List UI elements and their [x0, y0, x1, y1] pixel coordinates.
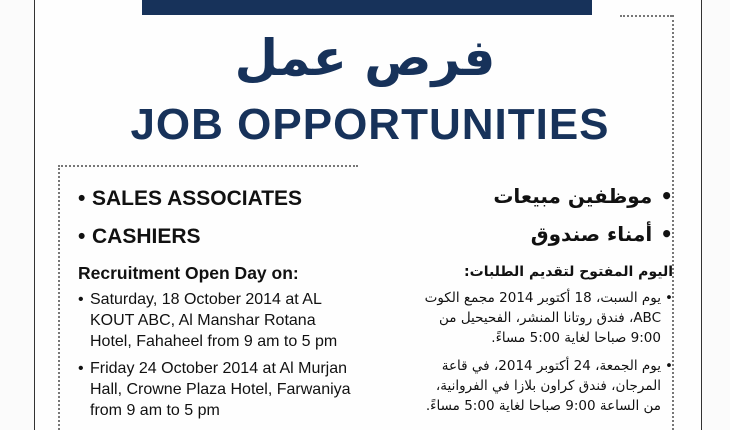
session-line: from 9 am to 5 pm	[90, 402, 220, 419]
open-day-heading-arabic: اليوم المفتوح لتقديم الطلبات:	[464, 264, 673, 280]
session-line: Saturday, 18 October 2014 at AL	[90, 291, 322, 308]
bullet-icon: •	[665, 290, 673, 306]
position-sales-associates	[78, 184, 378, 222]
bullet-icon: •	[78, 187, 86, 210]
session-line: KOUT ABC, Al Manshar Rotana	[90, 312, 316, 329]
session-line: ABC، فندق روتانا المنشر، الفحيحيل من	[439, 310, 661, 326]
title-english: JOB OPPORTUNITIES	[130, 100, 610, 149]
bullet-icon: •	[78, 225, 86, 248]
header-banner-bar	[142, 0, 592, 15]
session-line: يوم السبت، 18 أكتوبر 2014 مجمع الكوت	[424, 290, 661, 306]
session-line: يوم الجمعة، 24 أكتوبر 2014، في قاعة	[441, 358, 661, 374]
dotted-border-top-left	[58, 165, 358, 167]
left-margin	[0, 0, 34, 430]
session-line: من الساعة 9:00 صباحا لغاية 5:00 مساءً.	[425, 398, 661, 414]
session-friday-english	[78, 358, 378, 421]
dotted-border-left	[58, 165, 60, 430]
position-label: موظفين مبيعات	[493, 184, 653, 208]
english-column	[78, 184, 378, 427]
session-line: المرجان، فندق كراون بلازا في الفروانية،	[435, 378, 661, 394]
session-saturday-english	[78, 289, 378, 352]
position-label: CASHIERS	[92, 225, 201, 248]
position-cashiers	[78, 222, 378, 260]
arabic-column	[388, 180, 673, 424]
bullet-icon: •	[660, 184, 673, 208]
session-line: Hotel, Fahaheel from 9 am to 5 pm	[90, 333, 338, 350]
session-line: Friday 24 October 2014 at Al Murjan	[90, 360, 348, 377]
bullet-icon: •	[665, 358, 673, 374]
session-line: Hall, Crowne Plaza Hotel, Farwaniya	[90, 381, 351, 398]
position-cashiers-arabic	[388, 218, 673, 256]
session-line: 9:00 صباحا لغاية 5:00 مساءً.	[491, 330, 661, 346]
session-saturday-arabic	[388, 288, 673, 348]
position-label: أمناء صندوق	[530, 222, 653, 246]
dotted-border-top-right	[620, 15, 672, 17]
position-label: SALES ASSOCIATES	[92, 187, 303, 210]
position-sales-associates-arabic	[388, 180, 673, 218]
session-friday-arabic	[388, 356, 673, 416]
bullet-icon: •	[78, 360, 84, 377]
title-arabic: فرص عمل	[234, 29, 496, 87]
right-margin	[702, 0, 730, 430]
bullet-icon: •	[660, 222, 673, 246]
bullet-icon: •	[78, 291, 84, 308]
open-day-heading-english: Recruitment Open Day on:	[78, 263, 299, 283]
